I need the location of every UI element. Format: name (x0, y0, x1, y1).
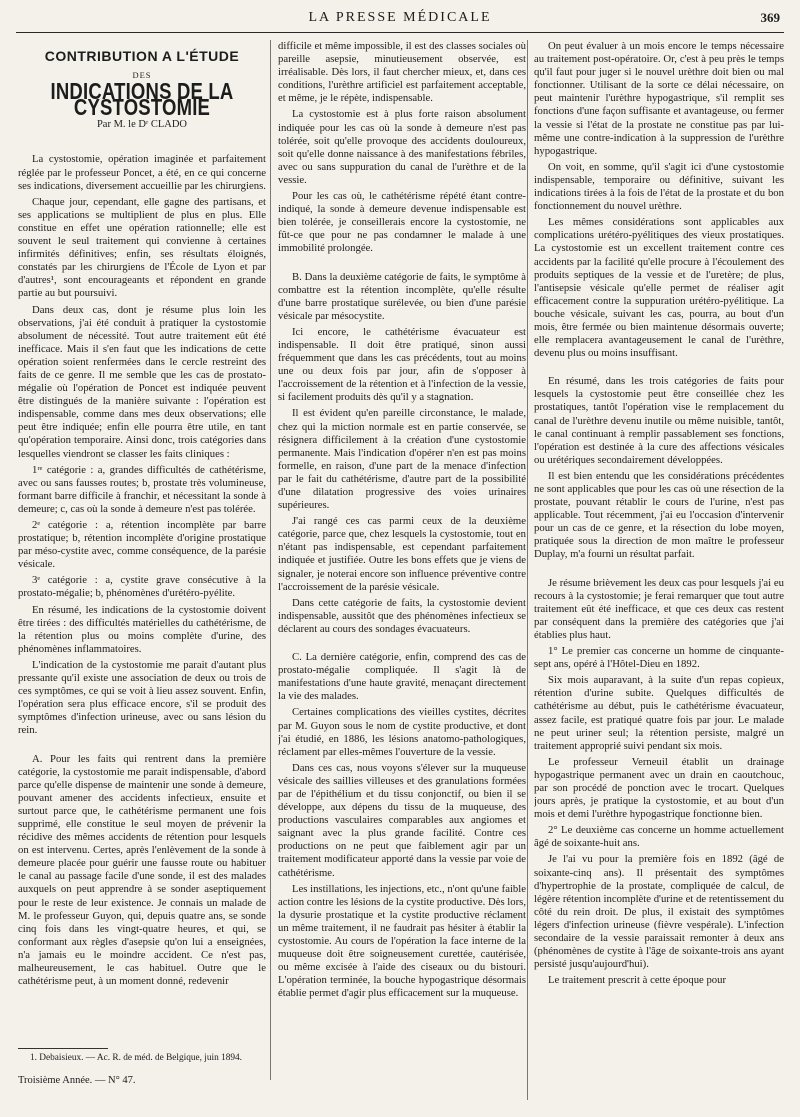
paragraph: Je l'ai vu pour la première fois en 1892 (âgé de soixante-cinq ans). Il présentait des symptômes d'hypertrophie de la prostate, compliquée de calcul, de légère rétention incomplète d'urine et de retentissement du côté du rein droit. De plus, il existait des symptômes légers d'infection urineuse (fièvre vespérale). L'infection secondaire de la vessie paraissait remonter à deux ans (phénomènes de cystite à l'âge de soixante-trois ans ayant persisté jusqu'aujourd'hui). (534, 853, 784, 971)
page-number: 369 (760, 10, 780, 25)
footnote: 1. Debaisieux. — Ac. R. de méd. de Belgique, juin 1894. (30, 1053, 242, 1063)
paragraph: La cystostomie est à plus forte raison absolument indiquée pour les cas où la sonde à demeure n'est pas tolérée, soit qu'elle provoque des accidents douloureux, soit qu'elle donne naissance à des manifestations fébriles, avec ou sans suppuration du canal de l'urèthre et de la vessie. (278, 108, 526, 186)
issue-footer: Troisième Année. — N° 47. (18, 1075, 136, 1086)
column-1 (18, 40, 266, 1042)
paragraph: Il est évident qu'en pareille circonstance, le malade, chez qui la miction normale est en partie conservée, se résignera difficilement à la création d'une cystostomie permanente. Mais l'indication d'opérer n'en est pas moins formelle, en raison, d'une part de la menace d'infection par le fait du cathétérisme, d'autre part de la possibilité d'une dilatation progressive des voies urinaires supérieures. (278, 407, 526, 512)
column-rule (527, 40, 528, 1100)
paragraph: Ici encore, le cathétérisme évacuateur est indispensable. Il doit être pratiqué, sinon aussi fréquemment que dans les cas précédents, tout au moins une ou deux fois par jour, afin de s'opposer à l'accroissement de la rétention et à l'infection de la vessie, si facilement produits dès qu'il y a stagnation. (278, 325, 526, 404)
paragraph: J'ai rangé ces cas parmi ceux de la deuxième catégorie, parce que, chez lesquels la cystostomie, tout en n'étant pas indispensable, est cependant parfaitement indiquée et justifiée. Outre les bons effets que je viens de signaler, je noterai encore son influence préventive contre l'accroissement de la parésie vésicale. (278, 515, 526, 593)
paragraph: Dans ces cas, nous voyons s'élever sur la muqueuse vésicale des saillies villeuses et des granulations formées par de l'épithélium et du tissu conjonctif, ou bien il se développe, aux dépens du tissu de la muqueuse, des productions vasculaires comparables aux angiomes et saignant avec la plus grande facilité. Contre ces productions on ne peut que faiblement agir par un traitement modificateur apporté dans la vessie par voie de cathétérisme. (278, 761, 526, 879)
paragraph: 3ᵉ catégorie : a, cystite grave consécutive à la prostato-mégalie; b, phénomènes d'urétéro-pyélite. (18, 574, 266, 600)
paragraph: On peut évaluer à un mois encore le temps nécessaire au traitement post-opératoire. Or, c'est à peu près le temps qu'il faut pour juger si le nouvel urèthre doit bien ou mal fonctionner. Utilisant de la sorte ce délai nécessaire, on peut maintenir l'urèthre hypogastrique, s'il remplit ses fonctions d'une façon suffisante et avantageuse, ou fermer la vessie si l'état de la prostate ne constitue pas par lui-même une contre-indication à la suppression de l'urèthre hypogastrique. (534, 40, 784, 157)
paragraph: Le traitement prescrit à cette époque pour (548, 974, 727, 987)
paragraph: 2ᵉ catégorie : a, rétention incomplète par barre prostatique; b, rétention incomplète d'origine prostatique par méso-cystite avec, comme conséquence, de la parésie vésicale. (18, 519, 266, 571)
paragraph: En résumé, les indications de la cystostomie doivent être tirées : des difficultés matérielles du cathétérisme, de la rétention plus ou moins complète d'urine, des phénomènes inflammatoires. (18, 603, 266, 655)
article-title-line-2: DES (132, 70, 152, 81)
paragraph: L'indication de la cystostomie me parait d'autant plus pressante qu'il existe une association de deux ou trois de ces symptômes, ce qui se voit à lieu assez souvent. Enfin, l'opération sera plus efficace encore, s'il se produit des symptômes d'infection urineuse, avec ou sans lésion du rein. (18, 658, 266, 737)
paragraph: On voit, en somme, qu'il s'agit ici d'une cystostomie indispensable, temporaire ou définitive, suivant les indications tirées à la fois de l'état de la prostate et du bon fonctionnement du nouvel urèthre. (534, 160, 784, 213)
page-header (16, 6, 784, 33)
paragraph: difficile et même impossible, il est des classes sociales où pareille asepsie, minutieusement observée, est irréalisable. Dès lors, il faut chercher mieux, et, dans ces conditions, l'urèthre artificiel est parfaitement acceptable, et même, je le répète, indispensable. (278, 40, 526, 105)
paragraph: Six mois auparavant, à la suite d'un repas copieux, rétention d'urine subite. Quelques difficultés de cathétérisme au début, puis le cathétérisme évacuateur, assez facile, est pratiqué quatre fois par jour. Le malade ne peut uriner seul; la rétention persiste, malgré un traitement approprié suivi pendant six mois. (534, 674, 784, 752)
paragraph: Les instillations, les injections, etc., n'ont qu'une faible action contre les lésions de la cystite productive. Dès lors, la dysurie prostatique et la cystite productive réclament un même traitement, il ne faudrait pas hésiter à établir la cystostomie. Au cours de l'opération la face interne de la muqueuse doit être soigneusement curettée, cautérisée, ou même excisée à l'aide des ciseaux ou du bistouri. L'opération terminée, la bouche hypogastrique désormais établie permet d'agir plus efficacement sur la muqueuse. (278, 882, 526, 1000)
column-rule (270, 40, 271, 1080)
paragraph: C. La dernière catégorie, enfin, comprend des cas de prostato-mégalie compliquée. Il s'agit là de manifestations d'une haute gravité, menaçant directement la vie des malades. (278, 651, 526, 703)
paragraph: Pour les cas où, le cathétérisme répété étant contre-indiqué, la sonde à demeure devenue indispensable est bien tolérée, je conseillerais encore la cystostomie, ne fût-ce que pour ne pas condamner le malade à une immobilité prolongée. (278, 190, 526, 255)
article-author: Par M. le Dʳ CLADO (96, 119, 188, 131)
paragraph: En résumé, dans les trois catégories de faits pour lesquels la cystostomie peut être conseillée chez les prostatiques, tantôt l'opération vise le remplacement du canal de l'urèthre devenu inutile ou même nuisible, tantôt, le canal continuant à remplir passablement ses fonctions, l'opération est destinée à la cure des affections vésicales ou urétériques secondairement développées. (534, 375, 784, 466)
paragraph: Je résume brièvement les deux cas pour lesquels j'ai eu recours à la cystostomie; je ferai remarquer que tout autre traitement eût été inefficace, et que ces deux cas restent par conséquent dans la première des catégories que j'ai établies plus haut. (534, 576, 784, 641)
paragraph: Il est bien entendu que les considérations précédentes ne sont applicables que pour les cas où une résection de la prostate, pouvant rétablir le cours de l'urine, n'est pas applicable. Tout récemment, j'ai eu l'occasion d'intervenir pour un cas de ce genre, et la résection du lobe moyen, pratiquée sous la direction de mon maître le professeur Duplay, m'a fourni un résultat parfait. (534, 469, 784, 561)
paragraph: 1° Le premier cas concerne un homme de cinquante-sept ans, opéré à l'Hôtel-Dieu en 1892. (534, 645, 784, 671)
paragraph: 2° Le deuxième cas concerne un homme actuellement âgé de soixante-huit ans. (534, 824, 784, 850)
paragraph: Les mêmes considérations sont applicables aux complications urétéro-pyélitiques des vieux prostatiques. La cystostomie est un excellent traitement contre ces accidents par la facilité qu'elle procure à l'écoulement des produits septiques de la vessie et de l'uretère; de plus, l'antisepsie vésicale qu'elle permet de réaliser agit efficacement contre la suppuration urétéro-pyélitique. La bouche vésicale, suivant les cas, pourra, au bout d'un mois, être fermée ou bien maintenue désormais ouverte; elle remplacera avantageusement le canal de l'urèthre, devenu plus ou moins insuffisant. (534, 216, 784, 360)
paragraph: Le professeur Verneuil établit un drainage hypogastrique permanent avec un drain en caoutchouc, par son procédé de ponction avec le trocart. Quelques jours après, je pratique la cystostomie, et au bout d'un mois et demi l'urèthre hypogastrique fonctionne bien. (534, 755, 784, 821)
column-3 (534, 40, 784, 1110)
article-title-line-1: CONTRIBUTION A L'ÉTUDE (44, 48, 240, 64)
footnote-rule (18, 1048, 108, 1049)
article-title-main: INDICATIONS DE LA CYSTOSTOMIE (50, 77, 234, 121)
paragraph: La cystostomie, opération imaginée et parfaitement réglée par le professeur Poncet, a été, en ce qui concerne ses indications, diversement accueillie par les chirurgiens. (18, 153, 266, 192)
paragraph: A. Pour les faits qui rentrent dans la première catégorie, la cystostomie me parait indispensable, d'abord parce qu'elle dispense de maintenir une sonde à demeure, pouvant amener des accidents infectieux, ensuite et surtout parce que, le cathétérisme permanent une fois supprimé, elle constitue le seul moyen de prévenir la récidive des mêmes accidents de rétention pour lesquels on est intervenu. Certes, après l'enlèvement de la sonde à demeure placée pour guérir une fausse route ou habituer le canal au passage facile d'une sonde, il est des malades auxquels on peut apprendre à se sonder aseptiquement pour le reste de leur existence. Je connais un malade de M. le professeur Guyon, qui, depuis quatre ans, se sonde cinq fois dans les vingt-quatre heures, et qui, se conformant aux règles d'asepsie qu'on lui a enseignées, n'a jamais eu le moindre accident. Ce n'est pas, malheureusement, le cas habituel. Outre que le cathétérisme peut, à un moment donné, redevenir (18, 752, 266, 988)
paragraph: Certaines complications des vieilles cystites, décrites par M. Guyon sous le nom de cystite productive, et dont j'ai étudié, en 1886, les lésions anatomo-pathologiques, réclament par elles-mêmes l'ouverture de la vessie. (278, 706, 526, 758)
column-2 (278, 40, 526, 1100)
journal-title: LA PRESSE MÉDICALE (308, 10, 492, 25)
paragraph: 1ʳᵉ catégorie : a, grandes difficultés de cathétérisme, avec ou sans fausses routes; b, prostate très volumineuse, formant barre difficile à franchir, et nécessitant la sonde à demeure; c, cas où la sonde à demeure n'est pas tolérée. (18, 463, 266, 515)
paragraph: Dans deux cas, dont je résume plus loin les observations, j'ai été conduit à pratiquer la cystostomie absolument de nécessité. Tout autre traitement eût été inefficace. Mais il s'en faut que les indications de cette opération soient renfermées dans le cercle restreint des faits de ce genre. Il me semble que les cas de prostato-mégalie où l'opération de Poncet est indiquée peuvent être distingués de la manière suivante : l'opération est indispensable, comme dans mes deux observations; elle peut être indiquée; enfin elle pourra être utile, en tant qu'opération temporaire. Ainsi donc, trois catégories dans lesquelles viendront se classer les faits cliniques : (18, 303, 266, 460)
paragraph: B. Dans la deuxième catégorie de faits, le symptôme à combattre est la rétention incomplète, qu'elle résulte d'une barre prostatique surélevée, ou bien d'une parésie vésicale par mésocystite. (278, 270, 526, 322)
paragraph: Dans cette catégorie de faits, la cystostomie devient indispensable, aussitôt que des phénomènes infectieux se déclarent au cours des sondages évacuateurs. (278, 596, 526, 635)
paragraph: Chaque jour, cependant, elle gagne des partisans, et ses applications se multiplient de plus en plus. Elle constitue en effet une opération rationnelle; elle est souvent le seul traitement qui convienne à certaines infirmités définitives; enfin, ses résultats éloignés, constatés par les chirurgiens de l'École de Lyon et par d'autres¹, sont encourageants et répondent en grande partie au but poursuivi. (18, 195, 266, 300)
